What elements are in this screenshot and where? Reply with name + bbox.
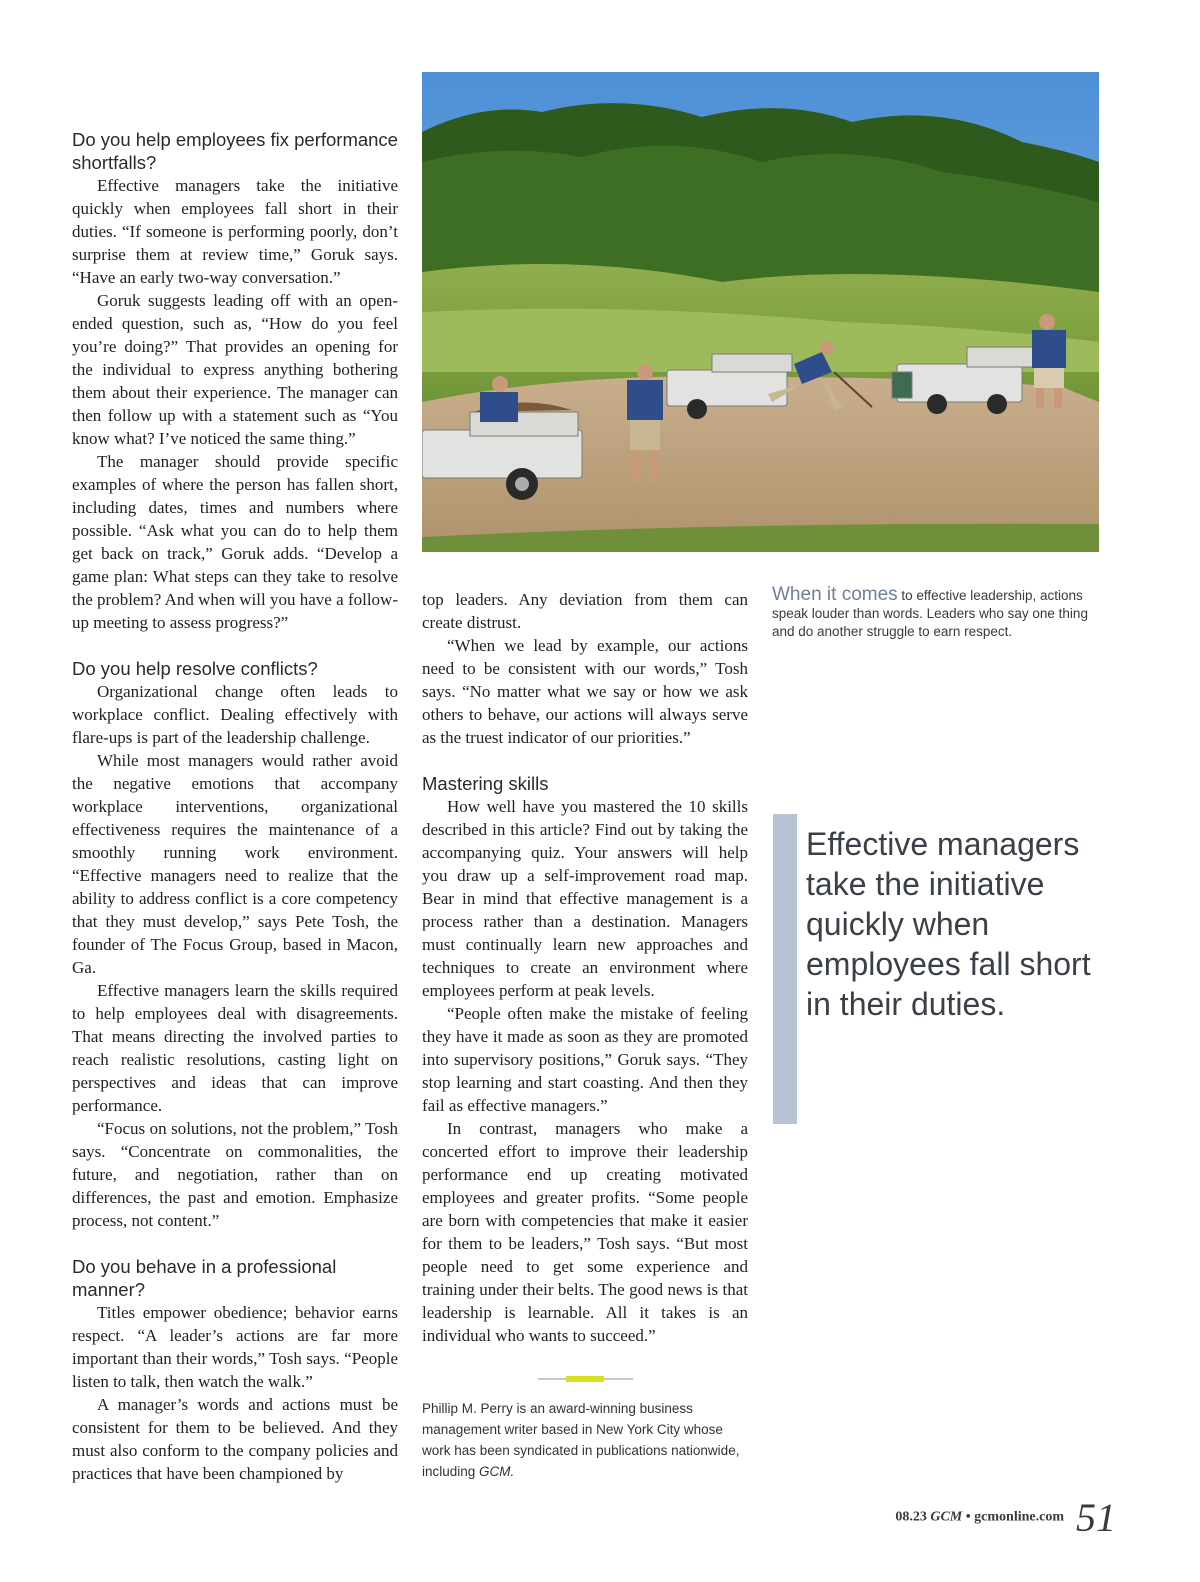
paragraph: top leaders. Any deviation from them can create distrust. <box>422 590 748 632</box>
page-number: 51 <box>1076 1495 1116 1540</box>
paragraph: Effective managers learn the skills required to help employees deal with disagreements. That means directing the involved parties to reach realistic resolutions, casting light on perspectives and ideas that can improve performance. <box>72 981 398 1115</box>
paragraph: Effective managers take the initiative quickly when employees fall short in their duties. “If someone is performing poorly, don’t surprise them at review time,” Goruk says. “Have an early two-way conversation.” <box>72 176 398 287</box>
section-divider <box>538 1378 633 1380</box>
paragraph: How well have you mastered the 10 skills described in this article? Find out by taking the accompanying quiz. Your answers will help you draw up a self-improvement road map. Bear in mind that effective management is a process rather than a destination. Managers must continually learn new approaches and techniques to create an environment where employees perform at peak levels. <box>422 797 748 1000</box>
pull-quote <box>773 814 1103 1124</box>
paragraph: Goruk suggests leading off with an open-ended question, such as, “How do you feel you’re doing?” That provides an opening for the individual to express anything bothering them about their experience. The manager can then follow up with a statement such as “You know what? I’ve noticed the same thing.” <box>72 291 398 448</box>
section-heading-conflicts: Do you help resolve conflicts? <box>72 658 318 679</box>
paragraph: “People often make the mistake of feeling they have it made as soon as they are promoted into supervisory positions,” Goruk says. “They stop learning and start coasting. And then they fail as effective managers.” <box>422 1004 748 1115</box>
paragraph: A manager’s words and actions must be consistent for them to be believed. And they must also conform to the company policies and practices that have been championed by <box>72 1395 398 1483</box>
golf-crew-photo <box>422 72 1099 552</box>
pull-quote-bar <box>773 814 797 1124</box>
section-heading-performance: Do you help employees fix performance shortfalls? <box>72 129 398 173</box>
author-bio-magazine: GCM. <box>479 1464 515 1479</box>
author-bio-text: Phillip M. Perry is an award-winning business management writer based in New York City whose work has been syndicated in publications nationwide, including <box>422 1401 740 1479</box>
section-heading-professional: Do you behave in a professional manner? <box>72 1256 337 1300</box>
paragraph: “Focus on solutions, not the problem,” Tosh says. “Concentrate on commonalities, the future, and negotiation, rather than on differences, the past and emotion. Emphasize process, not content.” <box>72 1119 398 1230</box>
article-column-1 <box>72 128 398 1485</box>
author-bio <box>422 1398 752 1482</box>
caption-lead: When it comes <box>772 584 898 605</box>
paragraph: “When we lead by example, our actions need to be consistent with our words,” Tosh says. “No matter what we say or how we ask others to behave, our actions will always serve as the truest indicator of our priorities.” <box>422 636 748 747</box>
footer-date: 08.23 <box>895 1509 927 1525</box>
paragraph: The manager should provide specific examples of where the person has fallen short, including dates, times and numbers where possible. “Ask what you can do to help them get back on track,” Goruk adds. “Develop a game plan: What steps can they take to resolve the problem? And when will you have a follow-up meeting to assess progress?” <box>72 452 398 632</box>
section-heading-mastering: Mastering skills <box>422 773 549 794</box>
divider-accent <box>566 1376 604 1382</box>
article-column-2 <box>422 588 748 1347</box>
paragraph: Titles empower obedience; behavior earns respect. “A leader’s actions are far more important than their words,” Tosh says. “People listen to talk, then watch the walk.” <box>72 1303 398 1391</box>
pull-quote-text: Effective managers take the initiative quickly when employees fall short in their duties. <box>806 826 1091 1022</box>
paragraph: In contrast, managers who make a concerted effort to improve their leadership performance end up creating motivated employees and greater profits. “Some people are born with competencies that make it easier for them to be leaders,” Tosh says. “But most people need to get some experience and training under their belts. The good news is that leadership is learnable. All it takes is an individual who wants to succeed.” <box>422 1119 748 1345</box>
page-footer <box>895 1494 1116 1541</box>
footer-magazine: GCM <box>930 1509 963 1525</box>
caption-text: to effective leadership, actions speak louder than words. Leaders who say one thing and do another struggle to earn respect. <box>772 588 1088 639</box>
footer-site: gcmonline.com <box>974 1509 1064 1525</box>
paragraph: Organizational change often leads to workplace conflict. Dealing effectively with flare-ups is part of the leadership challenge. <box>72 682 398 747</box>
footer-issue <box>895 1510 1064 1525</box>
paragraph: While most managers would rather avoid the negative emotions that accompany workplace interventions, organizational effectiveness requires the maintenance of a smoothly running work environment. “Effective managers need to realize that the ability to address conflict is a core competency that they must develop,” says Pete Tosh, the founder of The Focus Group, based in Macon, Ga. <box>72 751 398 977</box>
photo-caption <box>772 586 1102 641</box>
footer-separator: • <box>962 1509 975 1525</box>
